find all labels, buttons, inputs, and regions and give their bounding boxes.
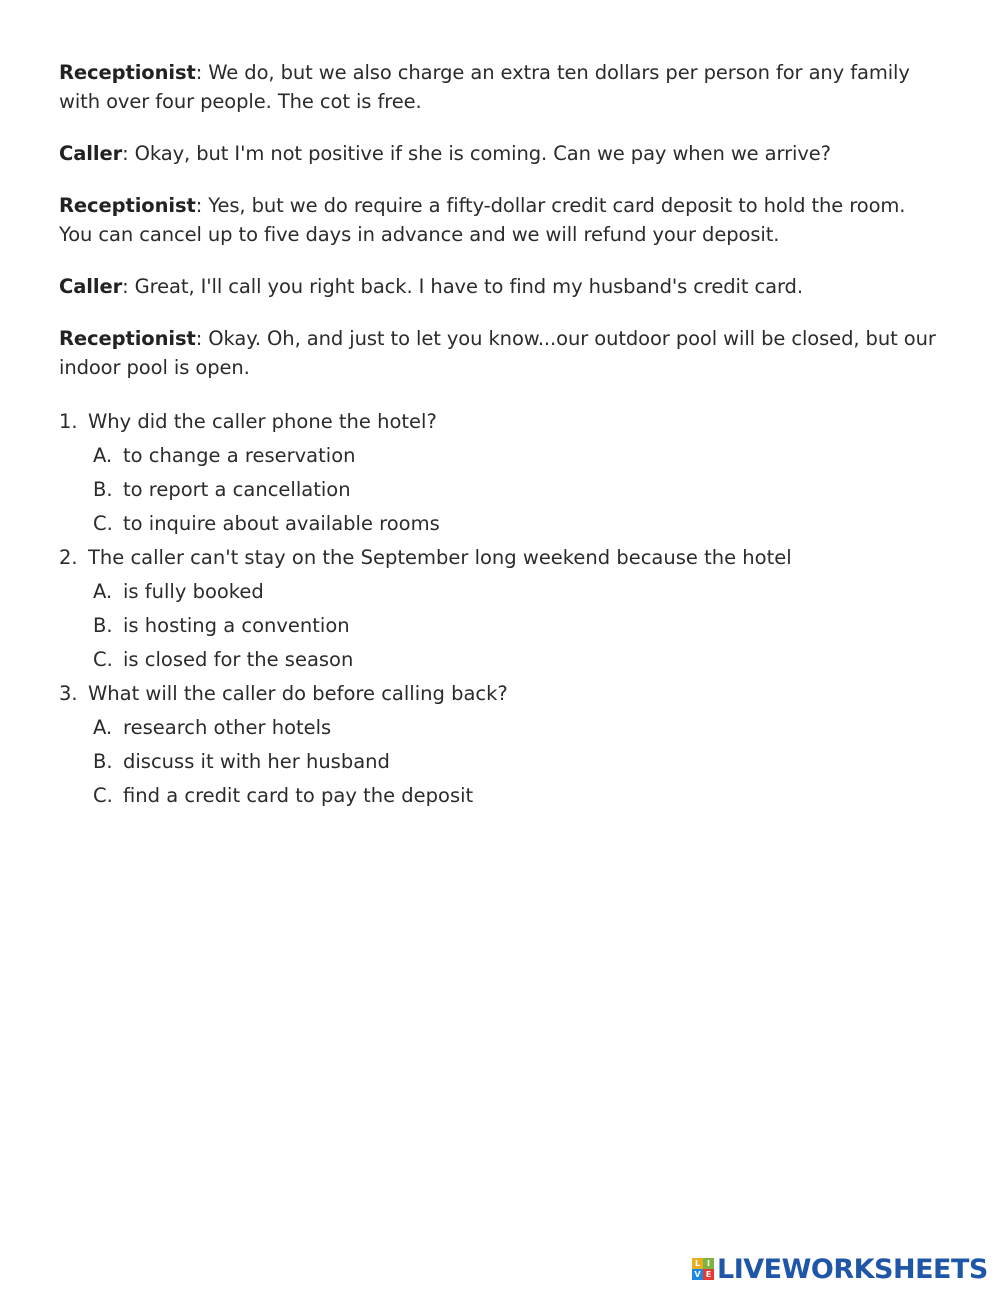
speaker-name: Receptionist (59, 327, 196, 350)
option-letter: C. (93, 512, 113, 535)
option-text: research other hotels (123, 716, 332, 739)
question-text: The caller can't stay on the September long weekend because the hotel (88, 546, 792, 569)
dialogue-line (59, 139, 939, 168)
option-letter: B. (93, 478, 113, 501)
answer-option[interactable] (59, 473, 939, 507)
dialogue-line (59, 324, 939, 382)
answer-option[interactable] (59, 711, 939, 745)
logo-mark-letter: E (703, 1269, 714, 1280)
answer-option[interactable] (59, 609, 939, 643)
question-list (59, 405, 939, 813)
option-letter: C. (93, 648, 113, 671)
option-text: discuss it with her husband (123, 750, 390, 773)
logo-mark-icon (692, 1258, 714, 1280)
logo-text: LIVEWORKSHEETS (717, 1253, 988, 1285)
option-letter: C. (93, 784, 113, 807)
question-1 (59, 405, 939, 439)
answer-option[interactable] (59, 507, 939, 541)
dialogue-text: : Great, I'll call you right back. I have to find my husband's credit card. (122, 275, 803, 298)
worksheet-page (59, 58, 939, 813)
answer-option[interactable] (59, 575, 939, 609)
answer-option[interactable] (59, 745, 939, 779)
option-letter: B. (93, 750, 113, 773)
dialogue-line (59, 272, 939, 301)
question-2 (59, 541, 939, 575)
dialogue-text: : Yes, but we do require a fifty-dollar credit card deposit to hold the room. You can cancel up to five days in advance and we will refund your deposit. (59, 194, 906, 246)
logo-mark-letter: I (703, 1258, 714, 1269)
dialogue-line (59, 58, 939, 116)
option-text: is hosting a convention (123, 614, 350, 637)
dialogue-text: : Okay. Oh, and just to let you know...our outdoor pool will be closed, but our indoor pool is open. (59, 327, 936, 379)
question-text: Why did the caller phone the hotel? (88, 410, 437, 433)
option-text: to report a cancellation (123, 478, 351, 501)
dialogue-text: : Okay, but I'm not positive if she is coming. Can we pay when we arrive? (122, 142, 831, 165)
liveworksheets-logo (692, 1254, 988, 1284)
option-letter: B. (93, 614, 113, 637)
option-letter: A. (93, 580, 113, 603)
option-letter: A. (93, 716, 113, 739)
option-text: find a credit card to pay the deposit (123, 784, 474, 807)
speaker-name: Receptionist (59, 194, 196, 217)
dialogue (59, 58, 939, 382)
option-text: is closed for the season (123, 648, 354, 671)
question-number: 2. (59, 546, 78, 569)
dialogue-line (59, 191, 939, 249)
option-text: is fully booked (123, 580, 264, 603)
question-number: 3. (59, 682, 78, 705)
option-letter: A. (93, 444, 113, 467)
speaker-name: Caller (59, 275, 123, 298)
answer-option[interactable] (59, 439, 939, 473)
option-text: to change a reservation (123, 444, 356, 467)
option-text: to inquire about available rooms (123, 512, 440, 535)
answer-option[interactable] (59, 779, 939, 813)
question-number: 1. (59, 410, 78, 433)
logo-mark-letter: V (692, 1269, 703, 1280)
dialogue-text: : We do, but we also charge an extra ten dollars per person for any family with over four people. The cot is free. (59, 61, 910, 113)
answer-option[interactable] (59, 643, 939, 677)
question-3 (59, 677, 939, 711)
speaker-name: Receptionist (59, 61, 196, 84)
logo-mark-letter: L (692, 1258, 703, 1269)
question-text: What will the caller do before calling back? (88, 682, 508, 705)
speaker-name: Caller (59, 142, 123, 165)
